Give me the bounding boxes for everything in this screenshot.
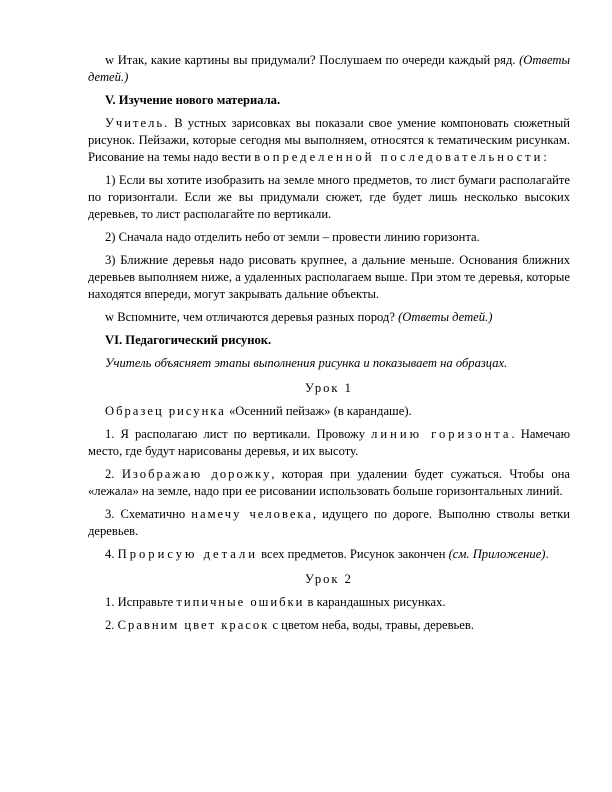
step-text: 3. Схематично xyxy=(105,507,192,521)
step-text: , которая при удалении будет сужаться. Чтобы она «лежала» на земле, надо при ее рисовании использовать больше горизонтальных линий. xyxy=(88,467,571,498)
question-text: Итак, какие картины вы придумали? Послушаем по очереди каждый ряд. xyxy=(117,53,516,67)
list-item-1: 1) Если вы хотите изобразить на земле много предметов, то лист бумаги располагайте по горизонтали. Если же вы придумали сюжет, где будет лишь несколько высоких деревьев, то лист располагайте по вертикали. xyxy=(88,173,570,221)
step-text: 1. Я располагаю лист по вертикали. Провожу xyxy=(105,427,372,441)
sample-title: «Осенний пейзаж» (в карандаше). xyxy=(225,404,412,418)
step-text: , идущего по дороге. Выполню стволы ветки деревьев. xyxy=(88,507,571,538)
step-text: в карандашных рисунках. xyxy=(304,595,446,609)
step-text: . Намечаю место, где будут нарисованы деревья, и их высоту. xyxy=(88,427,571,458)
appendix-note: (см. Приложение) xyxy=(448,547,546,561)
bullet-marker: w xyxy=(105,53,115,67)
list-item-2: 2) Сначала надо отделить небо от земли – провести линию горизонта. xyxy=(105,230,480,244)
step-text: с цветом неба, воды, травы, деревьев. xyxy=(269,618,474,632)
lesson-1-title: Урок 1 xyxy=(305,381,353,395)
lesson-2-title: Урок 2 xyxy=(305,572,353,586)
paragraph-question-1 xyxy=(88,52,570,86)
lesson-1-intro xyxy=(88,403,570,420)
lesson-1-step-1 xyxy=(88,426,570,460)
lesson-1-step-2 xyxy=(88,466,570,500)
step-text: всех предметов. Рисунок закончен xyxy=(257,547,449,561)
teacher-text: В устных зарисовках вы показали свое умение компоновать сюжетный рисунок. Пейзажи, которые сегодня мы выполняем, относятся к тематическим рисункам. Рисование на темы надо вести в xyxy=(88,116,570,164)
question-text: Вспомните, чем отличаются деревья разных пород? xyxy=(117,310,395,324)
step-emphasis: Сравним цвет красок xyxy=(117,618,270,632)
paragraph-teacher xyxy=(88,115,570,166)
document-page xyxy=(88,52,570,640)
list-item-3: 3) Ближние деревья надо рисовать крупнее, а дальние меньше. Основания ближних деревьев выполняем ниже, а удаленных располагаем выше. При этом те деревья, которые находятся впереди, могут закрывать дальние объекты. xyxy=(88,253,570,301)
answer-note: (Ответы детей.) xyxy=(398,310,493,324)
section-heading-5: V. Изучение нового материала. xyxy=(105,93,281,107)
bullet-marker: w xyxy=(105,310,115,324)
step-emphasis: линию горизонта xyxy=(371,427,512,441)
lesson-2-step-2 xyxy=(88,617,570,634)
step-text: 4. xyxy=(105,547,118,561)
period: . xyxy=(545,547,549,561)
step-emphasis: типичные ошибки xyxy=(176,595,305,609)
step-text: 1. Исправьте xyxy=(105,595,177,609)
answer-note: (Ответы детей.) xyxy=(88,53,571,84)
step-emphasis: Изображаю дорожку xyxy=(121,467,272,481)
colon: : xyxy=(543,150,547,164)
step-text: 2. xyxy=(105,467,122,481)
emphasis-sequence: определенной последовательности xyxy=(263,150,544,164)
paragraph-question-2 xyxy=(88,309,570,326)
lesson-1-step-4 xyxy=(88,546,570,563)
sample-label: Образец рисунка xyxy=(105,404,226,418)
teacher-label: Учитель. xyxy=(105,116,170,130)
lesson-1-step-3 xyxy=(88,506,570,540)
lesson-2-step-1 xyxy=(88,594,570,611)
step-emphasis: Прорисую детали xyxy=(117,547,258,561)
step-emphasis: намечу человека xyxy=(191,507,313,521)
section-heading-6: VI. Педагогический рисунок. xyxy=(105,333,272,347)
paragraph-teacher-explains: Учитель объясняет этапы выполнения рисунка и показывает на образцах. xyxy=(105,356,508,370)
step-text: 2. xyxy=(105,618,118,632)
